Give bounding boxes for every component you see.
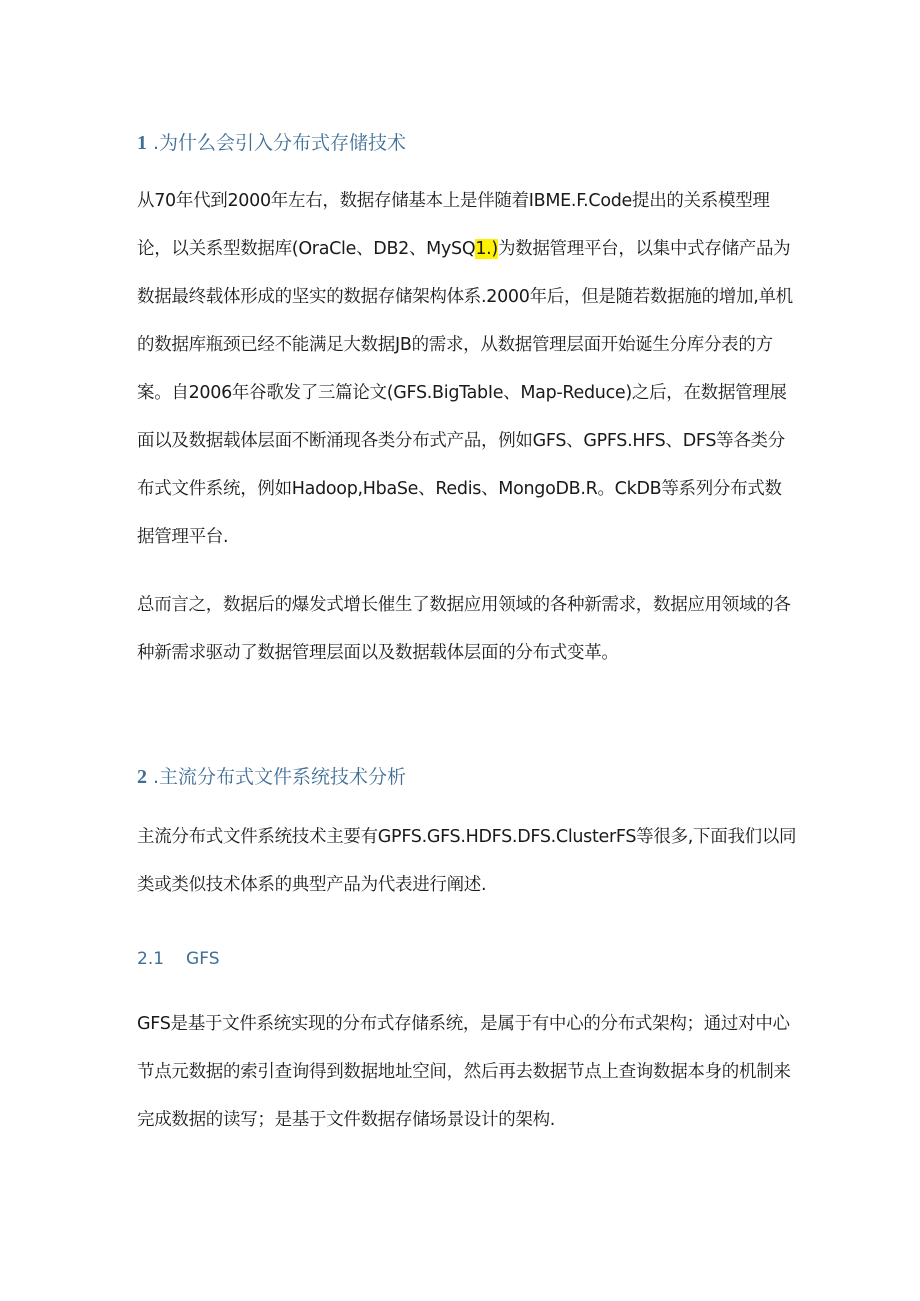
paragraph-line: 面以及数据载体层面不断涌现各类分布式产品，例如GFS、GPFS.HFS、DFS等各类分 [137, 431, 785, 451]
section-1-title: .为什么会引入分布式存储技术 [153, 132, 407, 154]
section-1-number: 1 [137, 132, 147, 154]
paragraph-line-part: 为数据管理平台，以集中式存储产品为 [497, 239, 791, 259]
paragraph-line: 完成数据的读写；是基于文件数据存储场景设计的架构. [137, 1110, 556, 1130]
paragraph-line [137, 225, 791, 273]
highlighted-text: 1.) [475, 239, 498, 259]
paragraph-line: 总而言之，数据后的爆发式增长催生了数据应用领域的各种新需求，数据应用领域的各 [137, 595, 791, 615]
section-1-paragraph-2 [137, 581, 791, 677]
subsection-2-1-title: GFS [186, 949, 220, 969]
paragraph-line: 从70年代到2000年左右，数据存储基本上是伴随着IBME.F.Code提出的关系模型理 [137, 191, 770, 211]
paragraph-line: GFS是基于文件系统实现的分布式存储系统，是属于有中心的分布式架构；通过对中心 [137, 1014, 790, 1034]
paragraph-line: 数据最终载体形成的坚实的数据存储架构体系.2000年后，但是随若数据施的增加,单机 [137, 287, 793, 307]
section-2-title: .主流分布式文件系统技术分析 [153, 766, 407, 788]
section-2-paragraph-2 [137, 1000, 791, 1144]
subsection-2-1-heading [137, 949, 220, 969]
paragraph-line: 主流分布式文件系统技术主要有GPFS.GFS.HDFS.DFS.ClusterFS等很多,下面我们以同 [137, 827, 797, 847]
paragraph-line: 案。自2006年谷歌发了三篇论文(GFS.BigTabIe、Map-Reduce)之后，在数据管理展 [137, 383, 787, 403]
paragraph-line: 类或类似技术体系的典型产品为代表进行阐述. [137, 875, 487, 895]
subsection-2-1-number: 2.1 [137, 949, 165, 969]
paragraph-line: 据管理平台. [137, 527, 229, 547]
section-2-number: 2 [137, 766, 147, 788]
paragraph-line: 节点元数据的索引查询得到数据地址空间，然后再去数据节点上查询数据本身的机制来 [137, 1062, 791, 1082]
section-1-heading [137, 128, 406, 155]
paragraph-line: 的数据库瓶颈已经不能满足大数据JB的需求，从数据管理层面开始诞生分库分表的方 [137, 335, 773, 355]
section-2-heading [137, 762, 406, 789]
section-1-paragraph-1 [137, 177, 793, 561]
paragraph-line: 种新需求驱动了数据管理层面以及数据载体层面的分布式变革。 [137, 643, 619, 663]
paragraph-line: 布式文件系统，例如Hadoop,HbaSe、Redis、MongoDB.R。CkDB等系列分布式数 [137, 479, 782, 499]
section-2-paragraph-1 [137, 813, 797, 909]
paragraph-line-part: 论，以关系型数据库(OraCle、DB2、MySQ [137, 239, 476, 259]
